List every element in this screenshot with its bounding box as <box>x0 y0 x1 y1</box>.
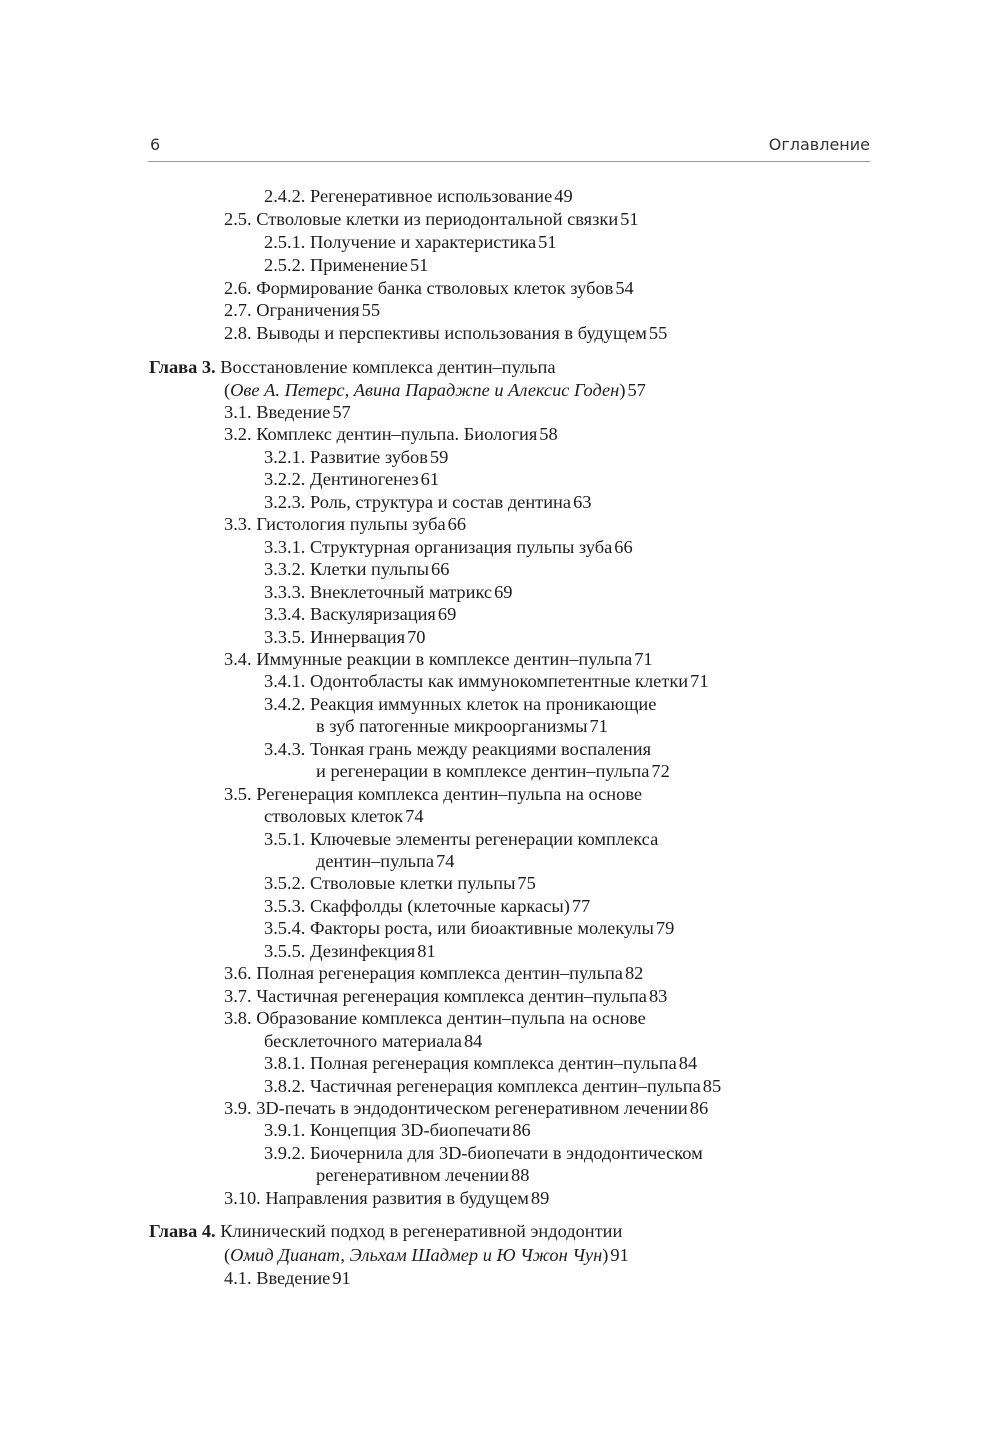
entry-number: 3.8.2. <box>264 1075 306 1096</box>
entry-title: Гистология пульпы зуба <box>256 514 446 535</box>
entry-number: 3.3.5. <box>264 626 306 647</box>
entry-page: 57 <box>332 402 351 422</box>
entry-title: Введение <box>256 1268 331 1288</box>
entry-page: 91 <box>332 1268 351 1288</box>
entry-title: Частичная регенерация комплекса дентин–пульпа <box>310 1075 701 1096</box>
entry-number: 3.4. <box>224 648 252 669</box>
entry-title: Клетки пульпы <box>310 559 430 580</box>
entry-title: Образование комплекса дентин–пульпа на основе <box>256 1008 646 1029</box>
entry-page: 84 <box>463 1030 483 1051</box>
entry-title: Внеклеточный матрикс <box>310 581 493 602</box>
entry-number: 3.5.5. <box>264 940 306 961</box>
entry-page: 86 <box>689 1097 709 1118</box>
entry-number: 3.9.2. <box>264 1142 306 1163</box>
table-of-contents: 2.4.2. Регенеративное использование 49 2.5. Стволовые клетки из периодонтальной связки 51 2.5.1. Получение и характеристика 51 2.5.2. Применение 51 2.6. Формирование банка стволовых клеток зубов 54 2.7. Ограничения 55 2.8. Выводы и перспективы использования в будущем 55 Глава 3. Восстановление комплекса дентин–пульпа ( Ове А. Петерс, Авина Параджпе и Алексис Годен ) 57 3.1. Введение 57 3.2. Комплекс дентин–пульпа. Биология 58 3.2.1. Развитие зубов 59 3.2.2. Дентиногенез 61 3.2.3. Роль, структура и состав дентина 63 3.3. Гистология пульпы зуба 66 3.3.1. Структурная организация пульпы зуба 66 3.3.2. Клетки пульпы 66 3.3.3. Внеклеточный матрикс 69 3.3.4. Васкуляризация 69 3.3.5. Иннервация 70 3.4. Иммунные реакции в комплексе дентин–пульпа 71 3.4.1. Одонтобласты как иммунокомпетентные клетки 71 3.4.2. Реакция иммунных клеток на проникающие в зуб патогенные микроорганизмы 71 3.4.3. Тонкая грань между реакциями воспаления и регенерации в комплексе дентин–пульпа 72 3.5. Регенерация комплекса дентин–пульпа на основе стволовых клеток 74 3.5.1. Ключевые элементы регенерации комплекса дентин–пульпа 74 3.5.2. Стволовые клетки пульпы 75 3.5.3. Скаффолды (клеточные каркасы) 77 3.5.4. Факторы роста, или биоактивные молекулы 79 3.5.5. Дезинфекция 81 3.6. Полная регенерация комплекса дентин–пульпа 82 3.7. Частичная регенерация комплекса дентин–пульпа 83 3.8. Образование комплекса дентин–пульпа на основе бесклеточного материала 84 3.8.1. Полная регенерация комплекса дентин–пульпа 84 3.8.2. Частичная регенерация комплекса дентин–пульпа 85 3.9. 3D-печать в эндодонтическом регенеративном лечении 86 3.9.1. Концепция 3D-биопечати 86 3.9.2. Биочернила для 3D-биопечати в эндодонтическом регенеративном лечении 88 3.10. Направления развития в будущем 89 Глава 4. Клинический подход в регенеративной эндодонтии ( Омид Дианат, Эльхам Шадмер и Ю Чжон Чун ) 91 4.1. Введение 91 <box>149 186 722 1288</box>
entry-number: 3.10. <box>224 1187 261 1208</box>
entry-page: 54 <box>615 278 634 298</box>
entry-title: Тонкая грань между реакциями воспаления <box>310 738 652 759</box>
entry-number: 3.5. <box>224 783 252 804</box>
page-number: 6 <box>150 135 161 154</box>
entry-title: Дентиногенез <box>310 469 419 490</box>
entry-number: 2.5. <box>224 209 252 229</box>
entry-page: 86 <box>512 1120 531 1141</box>
chapter-label: Глава 4. <box>149 1221 216 1241</box>
entry-title: Одонтобласты как иммунокомпетентные клетки <box>310 671 689 692</box>
entry-title: Факторы роста, или биоактивные молекулы <box>310 918 654 939</box>
entry-title-continued: в зуб патогенные микроорганизмы <box>316 716 588 737</box>
entry-page: 88 <box>511 1165 530 1186</box>
entry-title: Регенеративное использование <box>310 186 553 206</box>
entry-number: 3.2.1. <box>264 446 306 467</box>
entry-title-continued: регенеративном лечении <box>316 1165 510 1186</box>
entry-title: Ограничения <box>256 300 360 320</box>
entry-number: 3.6. <box>224 963 252 984</box>
entry-page: 58 <box>539 424 558 445</box>
entry-title: Биочернила для 3D-биопечати в эндодонтическом <box>310 1142 703 1163</box>
entry-page: 91 <box>610 1245 629 1265</box>
entry-page: 89 <box>530 1187 550 1208</box>
entry-page: 79 <box>655 918 675 939</box>
entry-number: 2.5.1. <box>264 232 306 252</box>
entry-title: Ключевые элементы регенерации комплекса <box>310 828 659 849</box>
entry-page: 77 <box>571 895 591 916</box>
entry-page: 51 <box>409 255 429 275</box>
entry-page: 61 <box>420 469 440 490</box>
entry-title: Структурная организация пульпы зуба <box>310 536 613 557</box>
entry-number: 3.5.2. <box>264 873 306 894</box>
chapter-title: Клинический подход в регенеративной эндодонтии <box>220 1221 623 1241</box>
entry-title: Развитие зубов <box>310 446 428 467</box>
entry-number: 3.4.2. <box>264 693 306 714</box>
entry-number: 3.5.4. <box>264 918 306 939</box>
entry-number: 3.5.3. <box>264 895 306 916</box>
entry-title: Комплекс дентин–пульпа. Биология <box>256 424 538 445</box>
entry-title: Регенерация комплекса дентин–пульпа на основе <box>256 783 643 804</box>
entry-number: 3.2. <box>224 424 252 445</box>
authors-names: Ове А. Петерс, Авина Параджпе и Алексис Годен <box>230 380 620 400</box>
entry-number: 4.1. <box>224 1268 252 1288</box>
entry-page: 51 <box>538 232 557 252</box>
entry-page: 66 <box>614 536 633 557</box>
entry-number: 2.5.2. <box>264 255 306 275</box>
entry-page: 71 <box>690 671 709 692</box>
entry-number: 2.7. <box>224 300 252 320</box>
entry-page: 74 <box>436 851 455 871</box>
entry-page: 66 <box>431 559 450 580</box>
entry-title: 3D-печать в эндодонтическом регенеративном лечении <box>256 1097 688 1118</box>
running-title: Оглавление <box>768 135 870 154</box>
entry-title: Полная регенерация комплекса дентин–пульпа <box>310 1053 677 1074</box>
entry-number: 3.2.2. <box>264 469 306 490</box>
entry-number: 3.3.1. <box>264 536 306 557</box>
entry-title-continued: бесклеточного материала <box>264 1030 462 1051</box>
chapter-label: Глава 3. <box>149 357 216 377</box>
entry-page: 81 <box>417 940 436 961</box>
entry-title: Концепция 3D-биопечати <box>310 1120 511 1141</box>
entry-title: Полная регенерация комплекса дентин–пульпа <box>256 963 623 984</box>
entry-number: 3.8.1. <box>264 1053 306 1074</box>
entry-page: 70 <box>407 626 426 647</box>
chapter-title: Восстановление комплекса дентин–пульпа <box>220 357 556 377</box>
entry-page: 59 <box>429 446 449 467</box>
entry-title: Васкуляризация <box>310 604 436 625</box>
entry-title: Получение и характеристика <box>310 232 537 252</box>
entry-page: 72 <box>651 761 670 782</box>
entry-number: 3.4.3. <box>264 738 306 759</box>
entry-number: 2.6. <box>224 278 252 298</box>
entry-number: 3.3.4. <box>264 604 306 625</box>
entry-page: 82 <box>624 963 644 984</box>
entry-number: 3.9. <box>224 1097 252 1118</box>
entry-title: Формирование банка стволовых клеток зубов <box>256 278 614 298</box>
entry-title: Стволовые клетки из периодонтальной связки <box>256 209 619 229</box>
entry-page: 83 <box>648 985 668 1006</box>
authors-names: Омид Дианат, Эльхам Шадмер и Ю Чжон Чун <box>230 1245 603 1265</box>
entry-page: 63 <box>573 491 592 512</box>
entry-number: 3.7. <box>224 985 252 1006</box>
entry-number: 3.1. <box>224 402 252 422</box>
entry-page: 75 <box>517 873 536 894</box>
entry-number: 3.3.3. <box>264 581 306 602</box>
entry-number: 3.2.3. <box>264 491 306 512</box>
entry-title: Частичная регенерация комплекса дентин–пульпа <box>256 985 647 1006</box>
entry-title: Роль, структура и состав дентина <box>310 491 572 512</box>
entry-page: 55 <box>648 323 668 343</box>
entry-page: 49 <box>554 186 573 206</box>
entry-title: Направления развития в будущем <box>265 1187 529 1208</box>
entry-page: 51 <box>620 209 639 229</box>
entry-page: 85 <box>702 1075 722 1096</box>
entry-title-continued: и регенерации в комплексе дентин–пульпа <box>316 761 650 782</box>
entry-title: Выводы и перспективы использования в будущем <box>256 323 647 343</box>
entry-title: Скаффолды (клеточные каркасы) <box>310 895 570 916</box>
entry-page: 69 <box>494 581 513 602</box>
entry-page: 69 <box>437 604 457 625</box>
entry-page: 74 <box>405 806 424 827</box>
entry-page: 71 <box>634 648 653 669</box>
entry-number: 3.5.1. <box>264 828 306 849</box>
entry-number: 3.3. <box>224 514 252 535</box>
entry-page: 57 <box>627 380 646 400</box>
entry-title-continued: стволовых клеток <box>264 806 404 827</box>
entry-number: 2.8. <box>224 323 252 343</box>
entry-page: 55 <box>361 300 381 320</box>
entry-number: 3.9.1. <box>264 1120 306 1141</box>
entry-title: Иннервация <box>310 626 406 647</box>
entry-number: 3.4.1. <box>264 671 306 692</box>
entry-page: 66 <box>447 514 467 535</box>
entry-page: 71 <box>589 716 608 737</box>
entry-title: Дезинфекция <box>310 940 416 961</box>
entry-number: 2.4.2. <box>264 186 306 206</box>
entry-title: Иммунные реакции в комплексе дентин–пульпа <box>256 648 633 669</box>
entry-page: 84 <box>678 1053 698 1074</box>
entry-title: Применение <box>310 255 408 275</box>
entry-title: Реакция иммунных клеток на проникающие <box>310 693 657 714</box>
entry-title-continued: дентин–пульпа <box>316 851 435 871</box>
entry-title: Стволовые клетки пульпы <box>310 873 516 894</box>
entry-title: Введение <box>256 402 331 422</box>
entry-number: 3.3.2. <box>264 559 306 580</box>
entry-number: 3.8. <box>224 1008 252 1029</box>
